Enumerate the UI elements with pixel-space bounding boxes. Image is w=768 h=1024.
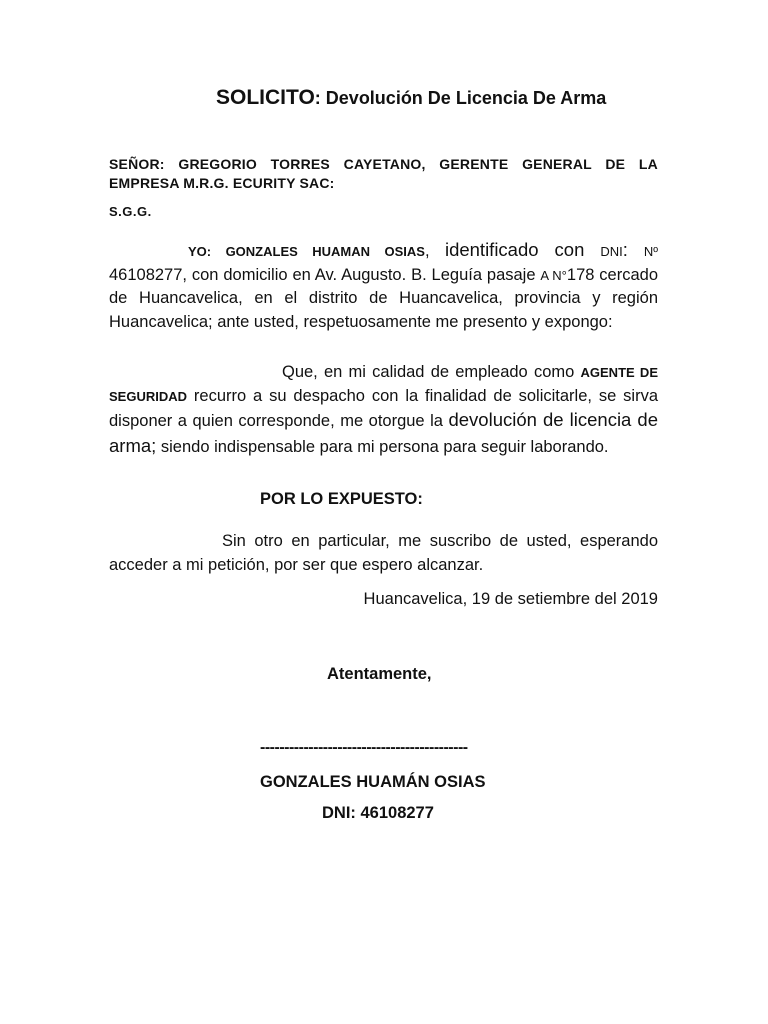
closing-salutation: Atentamente, bbox=[327, 665, 432, 683]
signatory-name: GONZALES HUAMÁN OSIAS bbox=[260, 773, 486, 791]
addressee: SEÑOR: GREGORIO TORRES CAYETANO, GERENTE GENERAL DE LA EMPRESA M.R.G. ECURITY SAC: bbox=[109, 156, 658, 191]
paragraph-introduction: YO: GONZALES HUAMAN OSIAS, identificado con DNI: Nº 46108277, con domicilio en Av. Augusto. B. Leguía pasaje A N°178 cercado de Huancavelica, en el distrito de Huancavelica, provincia y región Huancavelica; ante usted, respetuosamente me presento y expongo: bbox=[109, 239, 659, 331]
signatory-dni: DNI: 46108277 bbox=[322, 804, 434, 822]
request-highlight: devolución de licencia de arma; bbox=[109, 409, 658, 456]
applicant-name: YO: GONZALES HUAMAN OSIAS bbox=[188, 244, 425, 259]
signature-line: ------------------------------------------- bbox=[260, 739, 468, 756]
place-date: Huancavelica, 19 de setiembre del 2019 bbox=[363, 590, 658, 608]
title-keyword: SOLICITO bbox=[216, 86, 315, 109]
document-title bbox=[216, 86, 606, 110]
paragraph-closing: Sin otro en particular, me suscribo de usted, esperando acceder a mi petición, por ser que espero alcanzar. bbox=[109, 532, 658, 574]
title-subject: : Devolución De Licencia De Arma bbox=[314, 88, 607, 108]
role-label: AGENTE DE SEGURIDAD bbox=[109, 365, 658, 404]
por-lo-expuesto-heading: POR LO EXPUESTO: bbox=[260, 490, 423, 508]
paragraph-request: Que, en mi calidad de empleado como AGENTE DE SEGURIDAD recurro a su despacho con la finalidad de solicitarle, se sirva disponer a quien corresponde, me otorgue la devolución de licencia de arma; siendo indispensable para mi persona para seguir laborando. bbox=[109, 363, 658, 456]
salutation: S.G.G. bbox=[109, 204, 152, 219]
